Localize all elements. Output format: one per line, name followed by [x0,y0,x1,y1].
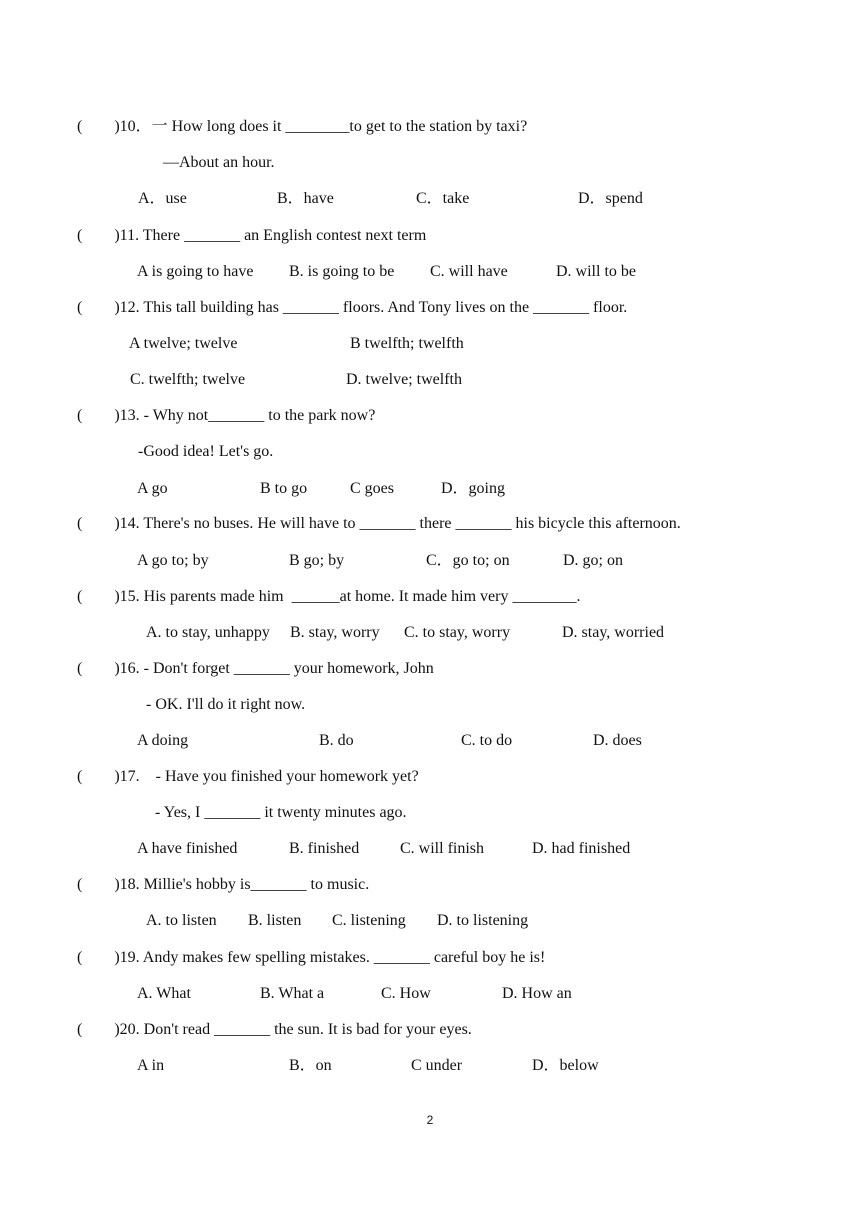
question-18-option-d: D. to listening [437,912,529,929]
question-20-stem: ( )20. Don't read _______ the sun. It is bad for your eyes. [77,1021,472,1038]
question-14-option-d: D. go; on [563,552,623,569]
question-15-stem: ( )15. His parents made him ______at home. It made him very ________. [77,588,581,605]
question-20-option-b: B．on [289,1057,332,1074]
question-13-stem: ( )13. - Why not_______ to the park now? [77,407,376,424]
question-18-option-a: A. to listen [146,912,217,929]
question-16-option-b: B. do [319,732,354,749]
question-14-option-a: A go to; by [137,552,209,569]
question-13-answer-line: -Good idea! Let's go. [138,443,274,460]
question-18-option-c: C. listening [332,912,406,929]
question-14-stem: ( )14. There's no buses. He will have to _______ there _______ his bicycle this afternoon. [77,515,681,532]
question-20-option-d: D．below [532,1057,599,1074]
question-10-option-b: B．have [277,190,334,207]
question-14-option-b: B go; by [289,552,345,569]
question-15-option-d: D. stay, worried [562,624,665,641]
question-13-option-b: B to go [260,480,308,497]
question-13-option-a: A go [137,480,168,497]
question-18-option-b: B. listen [248,912,302,929]
question-10-option-d: D．spend [578,190,643,207]
question-16-stem: ( )16. - Don't forget _______ your homework, John [77,660,434,677]
question-12-option-a: A twelve; twelve [129,335,238,352]
question-17-option-c: C. will finish [400,840,485,857]
question-16-option-c: C. to do [461,732,513,749]
page-number: 2 [426,1113,434,1127]
question-16-option-d: D. does [593,732,642,749]
question-11-stem: ( )11. There _______ an English contest next term [77,227,427,244]
question-20-option-c: C under [411,1057,463,1074]
question-19-option-b: B. What a [260,985,325,1002]
question-17-option-a: A have finished [137,840,238,857]
question-11-option-d: D. will to be [556,263,636,280]
question-12-option-c: C. twelfth; twelve [130,371,246,388]
question-19-stem: ( )19. Andy makes few spelling mistakes. _______ careful boy he is! [77,949,546,966]
question-16-option-a: A doing [137,732,189,749]
question-17-option-b: B. finished [289,840,360,857]
question-11-option-b: B. is going to be [289,263,395,280]
question-12-stem: ( )12. This tall building has _______ floors. And Tony lives on the _______ floor. [77,299,628,316]
question-15-option-b: B. stay, worry [290,624,380,641]
question-11-option-c: C. will have [430,263,508,280]
question-10-option-c: C．take [416,190,470,207]
question-11-option-a: A is going to have [137,263,254,280]
question-12-option-d: D. twelve; twelfth [346,371,462,388]
question-10-stem: ( )10．一 How long does it ________to get to the station by taxi? [77,118,528,135]
question-13-option-d: D．going [441,480,506,497]
question-10-answer-line: —About an hour. [163,154,275,171]
question-17-option-d: D. had finished [532,840,631,857]
question-15-option-c: C. to stay, worry [404,624,511,641]
question-12-option-b: B twelfth; twelfth [350,335,464,352]
question-14-option-c: C．go to; on [426,552,510,569]
question-19-option-c: C. How [381,985,431,1002]
question-17-answer-line: - Yes, I _______ it twenty minutes ago. [155,804,407,821]
question-15-option-a: A. to stay, unhappy [146,624,270,641]
question-16-answer-line: - OK. I'll do it right now. [146,696,306,713]
question-10-option-a: A．use [138,190,187,207]
question-18-stem: ( )18. Millie's hobby is_______ to music. [77,876,370,893]
question-19-option-a: A. What [137,985,191,1002]
question-17-stem: ( )17. - Have you finished your homework yet? [77,768,419,785]
question-20-option-a: A in [137,1057,165,1074]
question-19-option-d: D. How an [502,985,572,1002]
question-13-option-c: C goes [350,480,394,497]
